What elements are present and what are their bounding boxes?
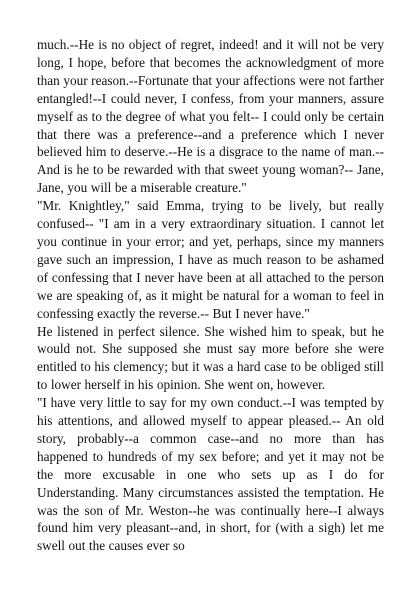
paragraph-3: He listened in perfect silence. She wished him to speak, but he would not. She supposed she must say more before she were entitled to his clemency; but it was a hard case to be obliged still to lower herself in his opinion. She went on, however. — [37, 323, 384, 393]
document-page — [37, 36, 384, 555]
paragraph-2: "Mr. Knightley," said Emma, trying to be lively, but really confused-- "I am in a very extraordinary situation. I cannot let you continue in your error; and yet, perhaps, since my manners gave such an impression, I have as much reason to be ashamed of confessing that I never have been at all attached to the person we are speaking of, as it might be natural for a woman to feel in confessing exactly the reverse.-- But I never have." — [37, 198, 384, 321]
paragraph-1: much.--He is no object of regret, indeed! and it will not be very long, I hope, before that becomes the acknowledgment of more than your reason.--Fortunate that your affections were not farther entangled!--I could never, I confess, from your manners, assure myself as to the degree of what you felt-- I could only be certain that there was a preference--and a preference which I never believed him to deserve.--He is a disgrace to the name of man.--And is he to be rewarded with that sweet young woman?-- Jane, Jane, you will be a miserable creature." — [37, 37, 384, 196]
paragraph-4: "I have very little to say for my own conduct.--I was tempted by his attentions, and allowed myself to appear pleased.-- An old story, probably--a common case--and no more than has happened to hundreds of my sex before; and yet it may not be the more excusable in one who sets up as I do for Understanding. Many circumstances assisted the temptation. He was the son of Mr. Weston--he was continually here--I always found him very pleasant--and, in short, for (with a sigh) let me swell out the causes ever so — [37, 395, 384, 554]
